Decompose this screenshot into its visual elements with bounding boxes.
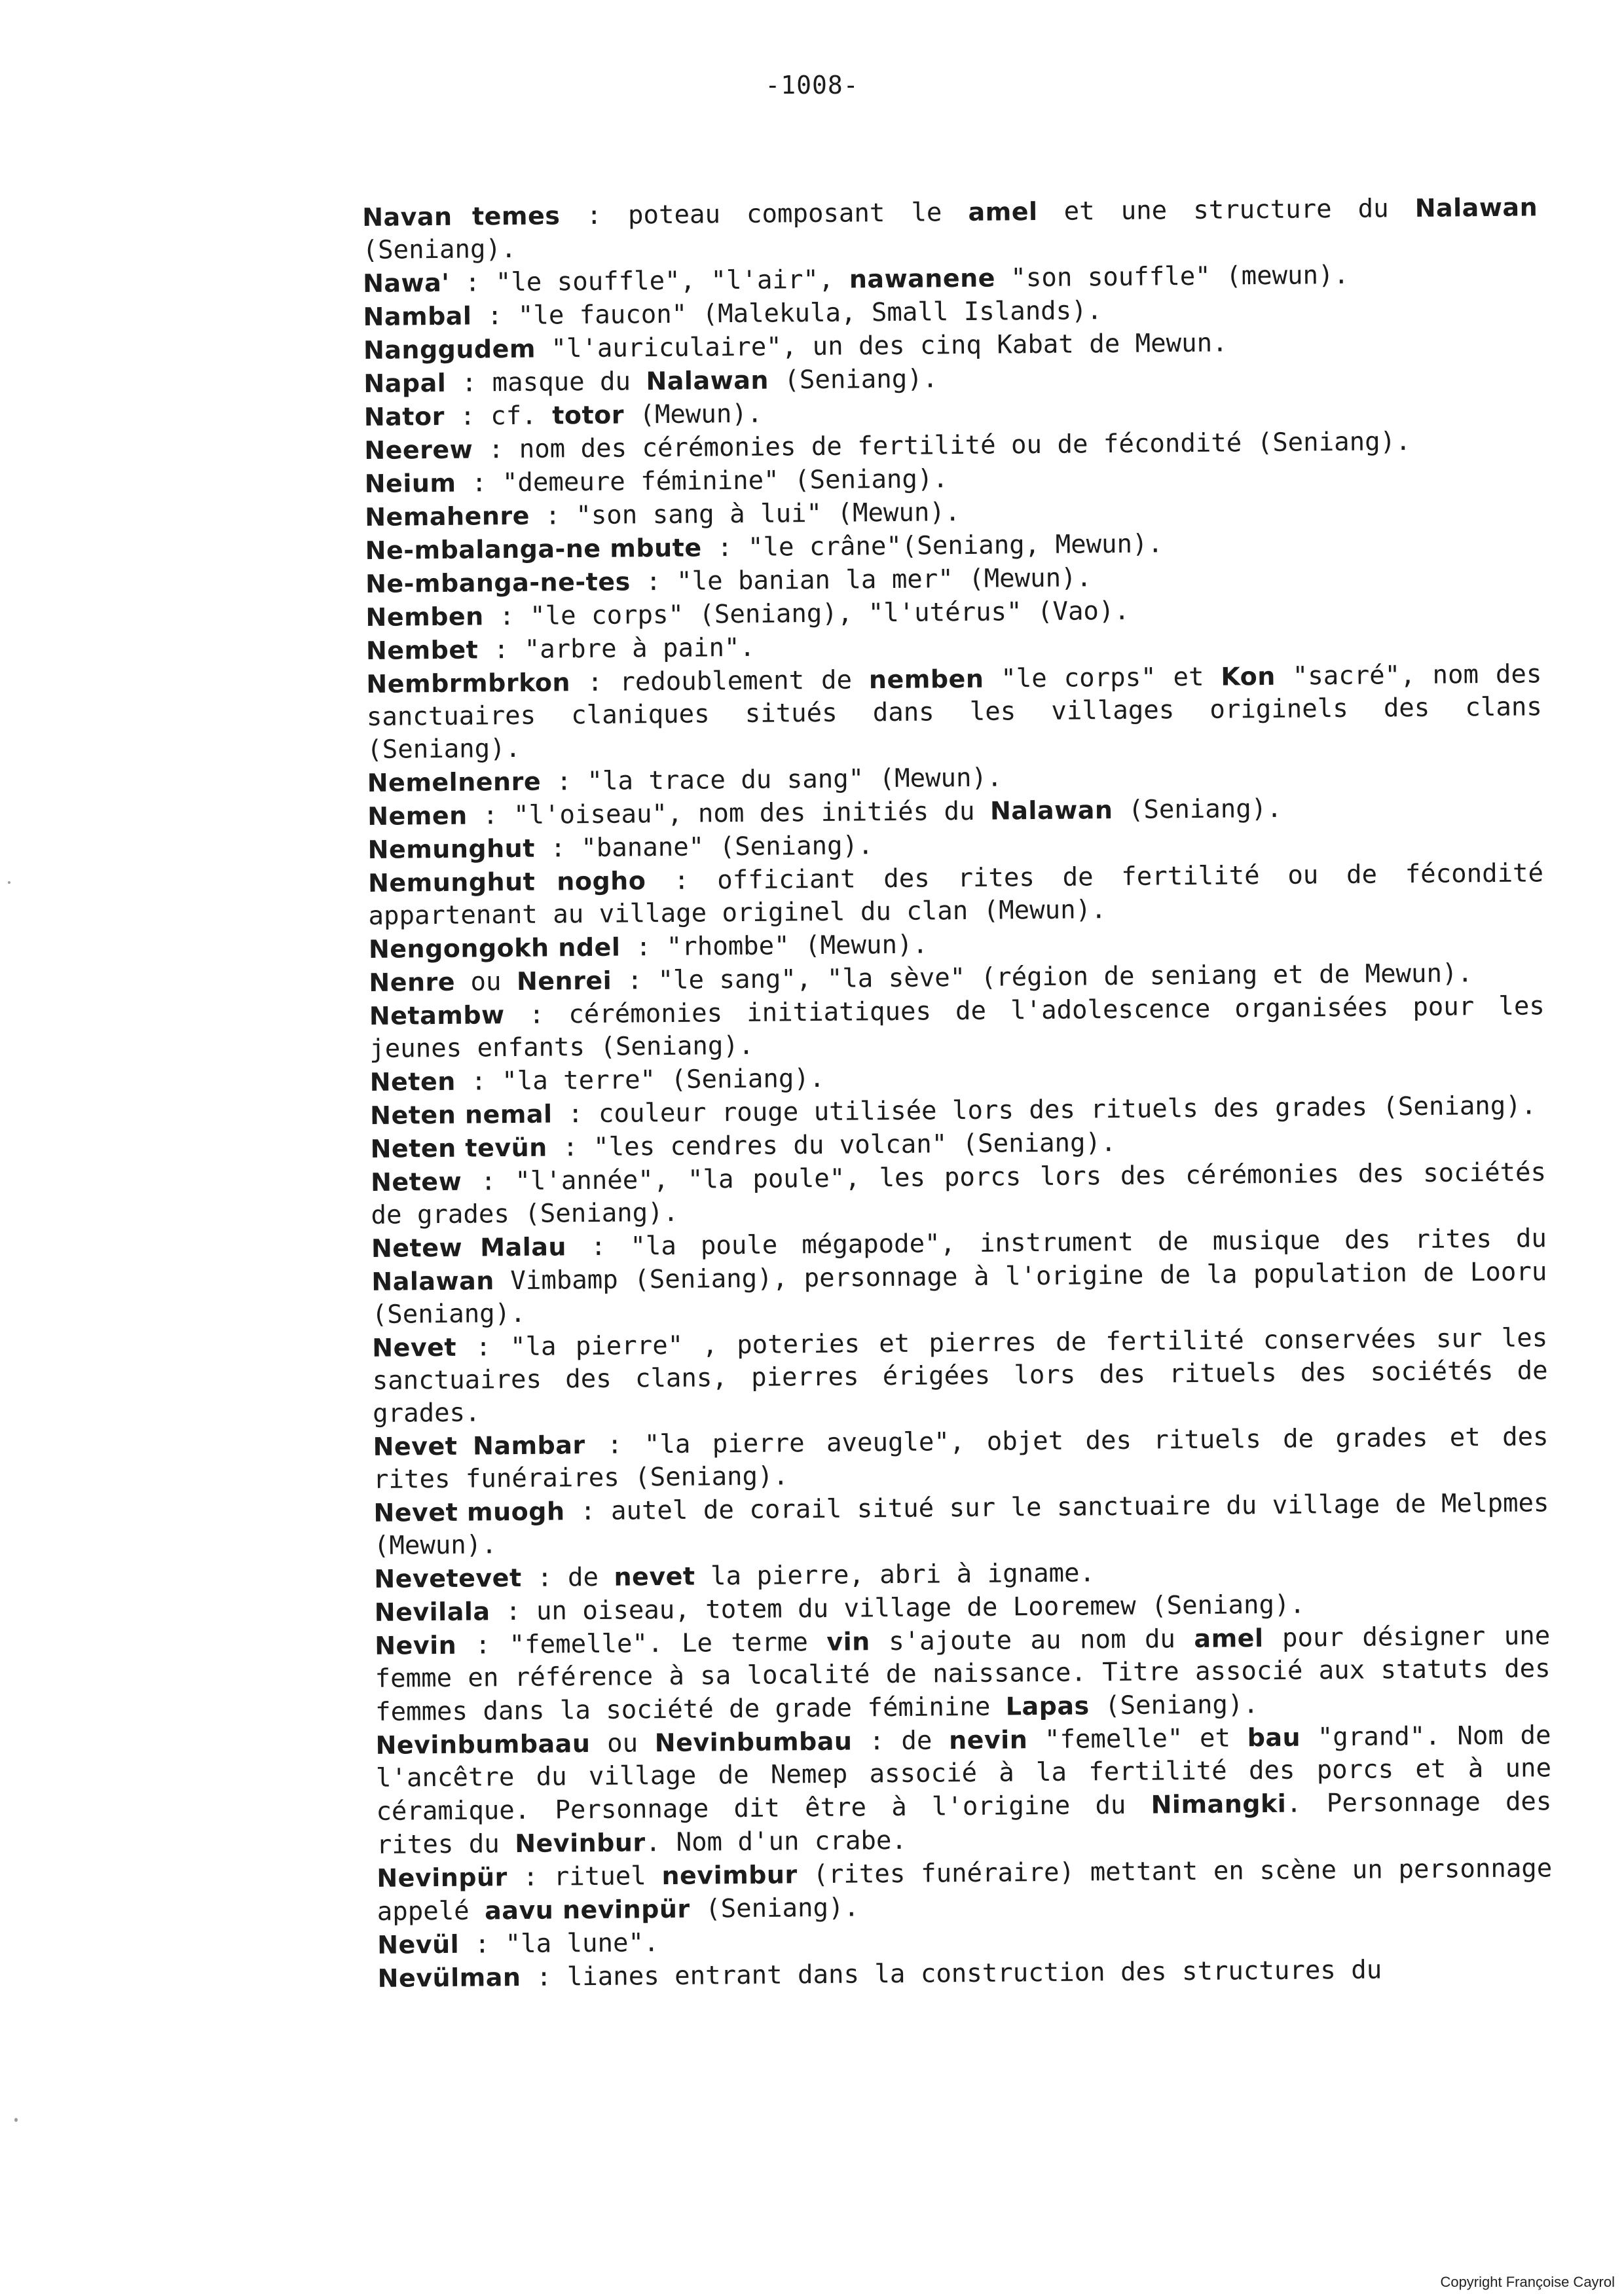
glossary-entry xyxy=(366,657,1542,767)
entry-term: Neten nemal xyxy=(369,1099,553,1130)
glossary-entry xyxy=(372,1321,1548,1430)
entry-text: ou xyxy=(590,1728,655,1759)
entry-text: : redoublement de xyxy=(570,665,870,698)
entry-term: Ne-mbalanga-ne mbute xyxy=(365,533,702,565)
entry-term: nevimbur xyxy=(661,1860,798,1891)
entry-term: Nemunghut xyxy=(367,833,536,864)
entry-term: Nevet muogh xyxy=(373,1497,565,1527)
entry-text: (Seniang). xyxy=(1113,793,1282,826)
entry-term: Netew xyxy=(370,1167,462,1197)
glossary-entry xyxy=(369,989,1545,1066)
entry-term: Nalawan xyxy=(646,365,769,396)
entry-text: : rituel xyxy=(507,1861,662,1893)
entry-text: : de xyxy=(521,1562,614,1593)
entry-term: amel xyxy=(968,196,1038,227)
entry-term: Nalawan xyxy=(371,1266,495,1296)
entry-term: Nambal xyxy=(363,301,472,331)
entry-text: : "la poule mégapode", instrument de musique des rites du xyxy=(566,1224,1547,1262)
entry-term: Nalawan xyxy=(1414,192,1538,223)
entry-text: . Personnage des rites du xyxy=(376,1787,1552,1860)
entry-term: Nevinpür xyxy=(377,1863,507,1893)
scan-speck xyxy=(14,2118,18,2122)
glossary-entry xyxy=(368,856,1544,933)
entry-term: nawanene xyxy=(849,263,996,294)
entry-text: pour désigner une femme en référence à sa localité de naissance. Titre associé aux statuts des femmes dans la société de grade féminine xyxy=(375,1621,1551,1727)
entry-term: Nevet Nambar xyxy=(373,1430,585,1461)
entry-text: "son souffle" (mewun). xyxy=(995,260,1350,293)
entry-text: (Mewun). xyxy=(623,399,763,430)
entry-term: Nanggudem xyxy=(363,334,536,365)
glossary-entry xyxy=(373,1486,1549,1563)
entry-term: Nemben xyxy=(365,602,484,632)
entry-text: : un oiseau, totem du village de Looremew (Seniang). xyxy=(490,1590,1306,1627)
entry-term: Nemelnenre xyxy=(367,767,542,797)
entry-text: : de xyxy=(852,1726,950,1757)
entry-term: Navan temes xyxy=(362,201,561,232)
entry-term: Nevet xyxy=(372,1332,457,1362)
entry-term: nevet xyxy=(614,1561,695,1592)
entry-term: Nevül xyxy=(377,1929,460,1959)
entry-text: : "la trace du sang" (Mewun). xyxy=(540,763,1003,797)
entry-term: Nemunghut nogho xyxy=(367,866,646,898)
entry-text: : "le crâne"(Seniang, Mewun). xyxy=(701,529,1164,563)
entry-term: Nevin xyxy=(375,1630,457,1660)
entry-term: Nawa' xyxy=(362,268,450,298)
entry-text: : "le souffle", "l'air", xyxy=(449,264,850,298)
entry-term: Nenrei xyxy=(516,966,612,996)
entry-text: : poteau composant le xyxy=(560,197,969,231)
entry-text: : cf. xyxy=(444,401,553,431)
entry-text: "sacré", nom des sanctuaires claniques situés dans les villages originels des clans (Seniang). xyxy=(366,659,1543,765)
entry-term: nemben xyxy=(868,664,984,695)
entry-text: : autel de corail situé sur le sanctuaire du village de Melpmes (Mewun). xyxy=(373,1488,1549,1561)
entry-text: (Seniang). xyxy=(768,364,938,395)
entry-text: : "le sang", "la sève" (région de seniang et de Mewun). xyxy=(611,958,1473,996)
entry-term: Nemahenre xyxy=(365,501,530,532)
entry-term: amel xyxy=(1194,1624,1264,1653)
entry-text: et une structure du xyxy=(1037,193,1415,227)
entry-text: "grand". Nom de l'ancêtre du village de Nemep associé à la fertilité des porcs et à une céramique. Personnage dit être à l'origine du xyxy=(375,1721,1552,1827)
scan-speck xyxy=(8,881,10,884)
entry-text: : couleur rouge utilisée lors des rituels des grades (Seniang). xyxy=(552,1091,1537,1129)
entry-text: Vimbamp (Seniang), personnage à l'origine de la population de Looru (Seniang). xyxy=(371,1257,1547,1330)
entry-text: . Nom d'un crabe. xyxy=(645,1825,908,1858)
entry-term: Nator xyxy=(363,401,445,431)
entry-term: Nenre xyxy=(369,967,456,997)
entry-text: : "la pierre" , poteries et pierres de fertilité conservées sur les sanctuaires des clans, pierres érigées lors des rituels des sociétés de grades. xyxy=(372,1323,1548,1429)
entry-text: : officiant des rites de fertilité ou de fécondité appartenant au village originel du clan (Mewun). xyxy=(368,858,1544,931)
entry-text: : masque du xyxy=(446,367,646,398)
entry-text: : "la terre" (Seniang). xyxy=(455,1063,825,1097)
entry-term: Kon xyxy=(1221,661,1276,691)
entry-term: vin xyxy=(826,1627,870,1656)
entry-term: Nevinbumbaau xyxy=(375,1729,591,1760)
entry-term: Nevülman xyxy=(377,1962,521,1993)
entry-text: : nom des cérémonies de fertilité ou de fécondité (Seniang). xyxy=(473,427,1411,465)
entry-term: Netew Malau xyxy=(371,1232,567,1263)
entry-term: Nengongokh ndel xyxy=(368,932,621,964)
entry-text: : "banane" (Seniang). xyxy=(534,831,874,864)
entry-text: (rites funéraire) mettant en scène un personnage appelé xyxy=(377,1853,1553,1927)
entry-term: Nevilala xyxy=(374,1597,490,1627)
entry-text: : "les cendres du volcan" (Seniang). xyxy=(547,1128,1116,1163)
entry-term: nevin xyxy=(948,1725,1028,1755)
entry-text: : cérémonies initiatiques de l'adolescence organisées pour les jeunes enfants (Seniang). xyxy=(369,991,1545,1064)
entry-text: "l'auriculaire", un des cinq Kabat de Mewun. xyxy=(535,328,1228,364)
entry-term: totor xyxy=(552,400,625,430)
entry-text: s'ajoute au nom du xyxy=(870,1624,1194,1657)
entry-term: Nevinbumbau xyxy=(654,1726,853,1758)
entry-text: : "le corps" (Seniang), "l'utérus" (Vao). xyxy=(483,596,1130,632)
entry-term: Neten tevün xyxy=(370,1133,547,1163)
entry-text: : "son sang à lui" (Mewun). xyxy=(529,498,961,531)
entry-term: Netambw xyxy=(369,1000,505,1030)
glossary-entry xyxy=(373,1420,1549,1497)
entry-term: Nembet xyxy=(365,635,479,665)
entry-text: : "l'année", "la poule", les porcs lors des cérémonies des sociétés de grades (Seniang). xyxy=(371,1157,1547,1230)
entry-text: : "arbre à pain". xyxy=(478,632,756,665)
entry-text: : "la lune". xyxy=(458,1928,659,1959)
entry-term: Nevinbur xyxy=(515,1828,646,1859)
entry-term: Nevetevet xyxy=(374,1563,522,1594)
glossary-entry xyxy=(375,1719,1552,1862)
entry-term: bau xyxy=(1247,1722,1301,1753)
entry-text: ou xyxy=(454,966,517,997)
entry-term: aavu nevinpür xyxy=(484,1894,690,1925)
page-number: -1008- xyxy=(765,71,859,100)
entry-term: Neten xyxy=(369,1066,456,1097)
entry-term: Nalawan xyxy=(989,795,1113,826)
entry-term: Lapas xyxy=(1005,1691,1090,1721)
entry-text: (Seniang). xyxy=(1089,1690,1259,1721)
entry-text: : "l'oiseau", nom des initiés du xyxy=(467,796,991,831)
entry-term: Ne-mbanga-ne-tes xyxy=(365,567,631,598)
entry-text: : "le banian la mer" (Mewun). xyxy=(630,563,1092,597)
entry-text: "femelle" et xyxy=(1027,1723,1247,1755)
entry-term: Nembrmbrkon xyxy=(366,668,571,699)
glossary-entry xyxy=(362,191,1538,267)
entry-text: la pierre, abri à igname. xyxy=(695,1558,1096,1592)
entry-text: : "rhombe" (Mewun). xyxy=(620,930,929,962)
entry-term: Nemen xyxy=(367,801,468,831)
entry-term: Neium xyxy=(364,468,456,498)
glossary-entry xyxy=(371,1222,1547,1332)
entry-term: Napal xyxy=(363,368,447,398)
entry-text: "le corps" et xyxy=(984,662,1221,694)
entry-term: Neerew xyxy=(364,435,473,465)
glossary-entry xyxy=(371,1156,1547,1232)
entry-text: : "le faucon" (Malekula, Small Islands). xyxy=(471,296,1103,331)
glossary-entry xyxy=(375,1619,1551,1729)
entry-text: (Seniang). xyxy=(690,1893,860,1924)
glossary-entries xyxy=(362,191,1553,1995)
entry-text: : "femelle". Le terme xyxy=(456,1627,827,1660)
entry-text: : "demeure féminine" (Seniang). xyxy=(456,464,949,498)
copyright-notice: Copyright Françoise Cayrol xyxy=(1440,2274,1615,2290)
entry-text: : "la pierre aveugle", objet des rituels de grades et des rites funéraires (Seniang). xyxy=(373,1422,1549,1495)
entry-text: (Seniang). xyxy=(362,234,517,265)
entry-term: Nimangki xyxy=(1151,1789,1287,1819)
glossary-entry xyxy=(377,1851,1553,1929)
entry-text: : lianes entrant dans la construction des structures du xyxy=(521,1955,1382,1992)
